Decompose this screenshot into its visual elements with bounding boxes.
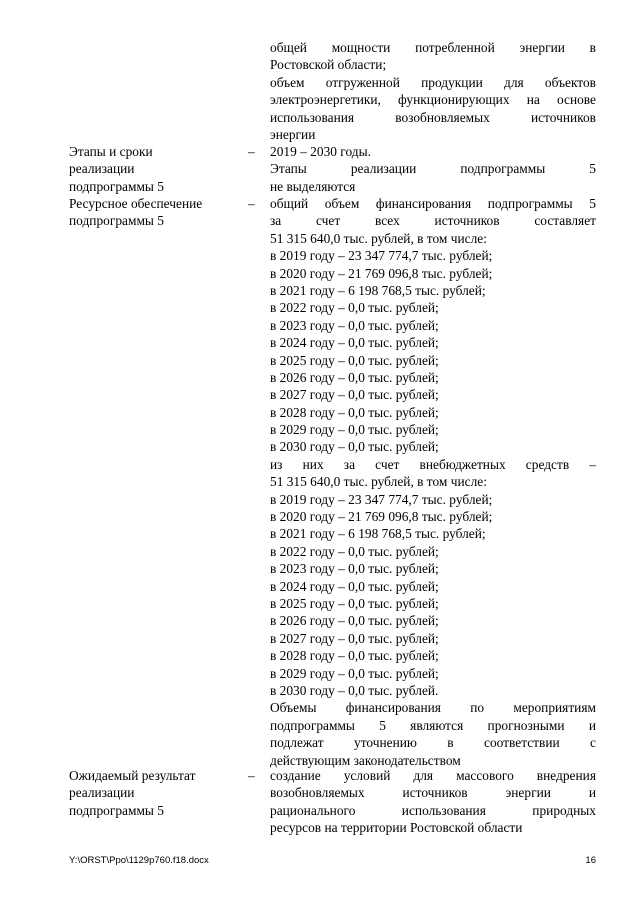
intro-line: электроэнергетики, функционирующих на основе [270, 92, 596, 108]
resources-line: в 2029 году – 0,0 тыс. рублей; [270, 422, 439, 438]
resources-line: из них за счет внебюджетных средств – [270, 456, 596, 472]
resources-line: подпрограммы 5 являются прогнозными и [270, 717, 596, 733]
resources-line: в 2021 году – 6 198 768,5 тыс. рублей; [270, 526, 486, 542]
resources-line: в 2030 году – 0,0 тыс. рублей. [270, 682, 439, 698]
stages-label-line: подпрограммы 5 [69, 178, 164, 194]
resources-line: в 2026 году – 0,0 тыс. рублей; [270, 613, 439, 629]
result-label-line: реализации [69, 785, 135, 801]
resources-line: в 2025 году – 0,0 тыс. рублей; [270, 352, 439, 368]
resources-line: в 2025 году – 0,0 тыс. рублей; [270, 595, 439, 611]
resources-text [270, 195, 596, 769]
resources-line: в 2024 году – 0,0 тыс. рублей; [270, 335, 439, 351]
resources-line: за счет всех источников составляет [270, 213, 596, 229]
intro-line: объем отгруженной продукции для объектов [270, 74, 596, 90]
resources-line: 51 315 640,0 тыс. рублей, в том числе: [270, 474, 487, 490]
resources-line: в 2027 году – 0,0 тыс. рублей; [270, 630, 439, 646]
resources-line: общий объем финансирования подпрограммы 5 [270, 196, 596, 211]
resources-dash: – [248, 196, 255, 211]
resources-label-line: подпрограммы 5 [69, 213, 164, 229]
stages-label-line: Этапы и сроки [69, 144, 153, 159]
result-text [270, 767, 596, 837]
resources-line: в 2023 году – 0,0 тыс. рублей; [270, 317, 439, 333]
resources-line: в 2027 году – 0,0 тыс. рублей; [270, 387, 439, 403]
intro-line: Ростовской области; [270, 57, 387, 73]
result-line: ресурсов на территории Ростовской области [270, 820, 523, 836]
intro-line: энергии [270, 126, 316, 142]
result-dash: – [248, 768, 255, 783]
file-path: Y:\ORST\Ppo\1129p760.f18.docx [69, 855, 209, 866]
resources-line: подлежат уточнению в соответствии с [270, 735, 596, 751]
resources-line: в 2021 году – 6 198 768,5 тыс. рублей; [270, 282, 486, 298]
stages-line: Этапы реализации подпрограммы 5 [270, 161, 596, 177]
intro-line: использования возобновляемых источников [270, 109, 596, 125]
result-line: создание условий для массового внедрения [270, 768, 596, 783]
result-line: рационального использования природных [270, 802, 596, 818]
result-label-line: Ожидаемый результат [69, 768, 196, 783]
result-label [69, 767, 241, 819]
intro-line: общей мощности потребленной энергии в [270, 40, 596, 55]
resources-line: в 2030 году – 0,0 тыс. рублей; [270, 439, 439, 455]
resources-label-line: Ресурсное обеспечение [69, 196, 203, 211]
resources-line: в 2026 году – 0,0 тыс. рублей; [270, 369, 439, 385]
resources-line: в 2019 году – 23 347 774,7 тыс. рублей; [270, 248, 493, 264]
resources-line: в 2020 году – 21 769 096,8 тыс. рублей; [270, 509, 493, 525]
resources-line: в 2022 году – 0,0 тыс. рублей; [270, 300, 439, 316]
resources-line: в 2028 году – 0,0 тыс. рублей; [270, 404, 439, 420]
result-line: возобновляемых источников энергии и [270, 785, 596, 801]
resources-line: в 2023 году – 0,0 тыс. рублей; [270, 561, 439, 577]
resources-line: действующим законодательством [270, 752, 461, 768]
resources-line: в 2024 году – 0,0 тыс. рублей; [270, 578, 439, 594]
stages-line: 2019 – 2030 годы. [270, 144, 371, 159]
resources-line: Объемы финансирования по мероприятиям [270, 700, 596, 716]
resources-label [69, 195, 241, 230]
resources-line: в 2029 году – 0,0 тыс. рублей; [270, 665, 439, 681]
stages-text [270, 143, 596, 195]
resources-line: в 2028 году – 0,0 тыс. рублей; [270, 648, 439, 664]
resources-line: в 2019 году – 23 347 774,7 тыс. рублей; [270, 491, 493, 507]
resources-line: в 2020 году – 21 769 096,8 тыс. рублей; [270, 265, 493, 281]
resources-line: в 2022 году – 0,0 тыс. рублей; [270, 543, 439, 559]
resources-line: 51 315 640,0 тыс. рублей, в том числе: [270, 230, 487, 246]
stages-line: не выделяются [270, 178, 356, 194]
stages-label-line: реализации [69, 161, 135, 177]
result-label-line: подпрограммы 5 [69, 802, 164, 818]
stages-label [69, 143, 241, 195]
stages-dash: – [248, 144, 255, 159]
intro-text [270, 39, 596, 143]
page-number: 16 [585, 855, 596, 866]
